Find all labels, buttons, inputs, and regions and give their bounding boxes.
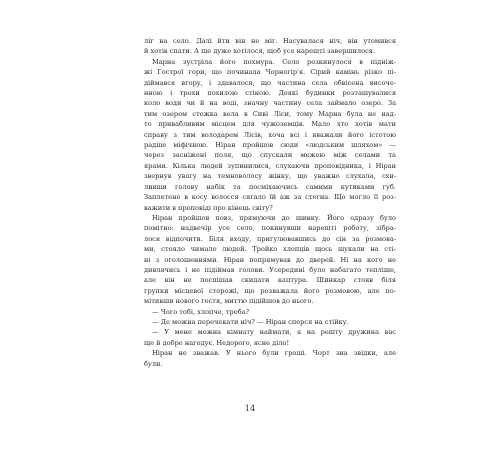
text-line: були. xyxy=(144,359,163,368)
text-line: — Чого тобі, хлопче, треба? xyxy=(152,307,250,316)
text-line: тим озером стежка вела в Сиві Ліси, тому Марна була не над- xyxy=(144,109,396,118)
text-line: звернув увагу на темноволосу жінку, що уважно слухала, схи- xyxy=(144,172,396,181)
text-line: важити в проповіді про кінець світу? xyxy=(144,203,273,212)
text-line: жі Гострої гори, що починала Чорногір'я. Сірий камінь різко пі- xyxy=(144,68,396,77)
text-line: діймався вгору, і здавалося, що частина села обвісена височе- xyxy=(144,78,396,87)
text-line: групки місцевої сторожі, що розважала його розмовою, але по- xyxy=(144,286,396,295)
page-body-text xyxy=(144,36,396,369)
text-line: ярами. Кілька людей зупинилися, слухаючи проповідника, і Ніран xyxy=(144,161,396,170)
text-line: ми, стояло чимало людей. Тройко хлопців щось шукали на сті- xyxy=(144,245,396,254)
text-line: ще й добре нагодує. Недорого, ясне діло! xyxy=(144,338,290,347)
text-line: нною і трохи похилою стіною. Деякі будинки розташувалися xyxy=(144,89,396,98)
text-line: — У мене можна кімнату наймати, а на решту дружина вас xyxy=(152,328,396,337)
text-line: справу з тим володарем Лісів, хоча всі і вважали його істотою xyxy=(144,130,396,139)
text-line: радше міфічною. Ніран пройшов сюди «людським шляхом» — xyxy=(144,141,396,150)
text-line: Марна зустріла його похмура. Село розкинулося в підніж- xyxy=(152,57,396,66)
text-line: Ніран не зважав. У нього були гроші. Чорт зна звідки, але xyxy=(152,349,396,358)
text-line: ливши голову набік та посміхаючись самими кутиками губ. xyxy=(144,182,396,191)
text-line: й хотів спати. А ще дуже хотілося, щоб усе нарешті завершилося. xyxy=(144,47,376,56)
page-number: 14 xyxy=(244,404,256,414)
text-line: але він не поспішав скидати каптура. Шинкар стояв біля xyxy=(144,276,396,285)
text-line: через засніжені поля, що спускали межею між селами та xyxy=(144,151,396,160)
text-line: то привабливим місцем для чужоземців. Мало хто хотів мати xyxy=(144,120,396,129)
text-line: ліг на село. Далі йти він не міг. Насувалася ніч, він утомився xyxy=(144,37,396,45)
text-line: коло води чи й на воді, значну частину села займало озеро. За xyxy=(144,99,396,108)
text-line: ні з оголошеннями. Ніран попрямував до дверей. Ні на кого не xyxy=(144,255,396,264)
text-line: Ніран пройшов повз, прямуючи до шинку. Його одразу було xyxy=(152,213,396,222)
text-line: помітно: надвечір усе село, покинувши нарешті роботу, зібра- xyxy=(144,224,396,233)
text-line: мітивши нового гостя, миттю підійшов до нього. xyxy=(144,297,314,306)
text-line: дивлячись і не підіймав голови. Усередині було набагато тепліше, xyxy=(144,265,396,274)
text-line: — Де можна перечекати ніч? — Ніран сперся на стійку. xyxy=(152,317,349,326)
text-line: лося відпочити. Біля входу, пригулювавшись до сін за розмова- xyxy=(144,234,396,243)
text-line: Заплетене в косу волосся сягало їй аж за стегна. Що могло її роз- xyxy=(144,193,396,202)
